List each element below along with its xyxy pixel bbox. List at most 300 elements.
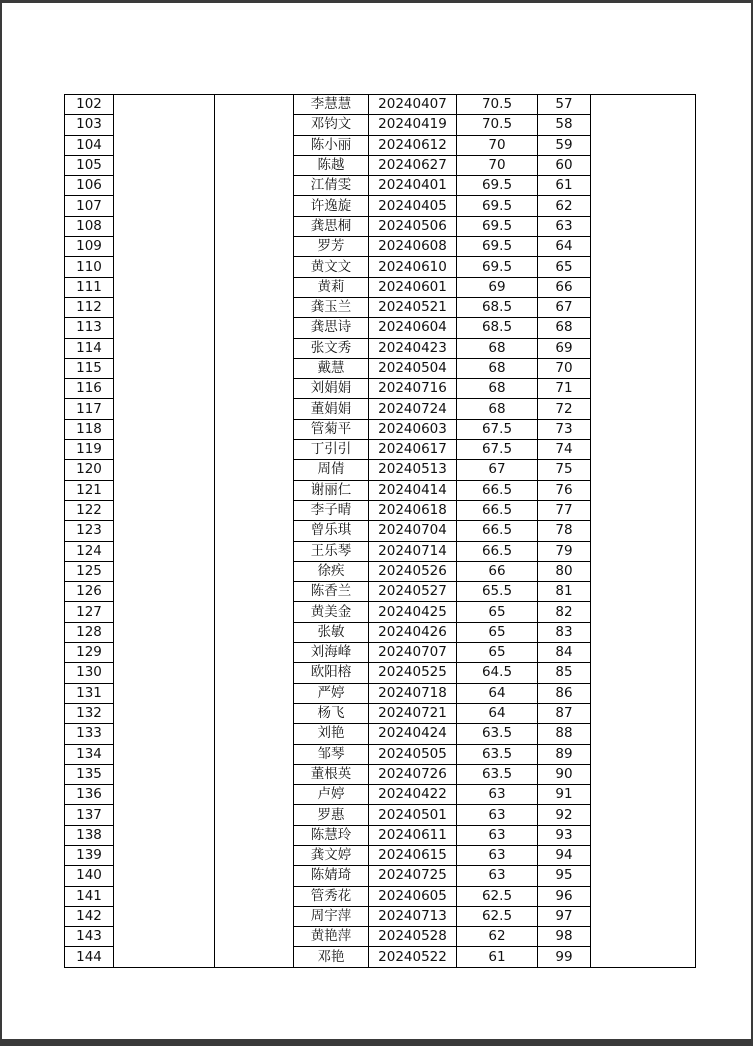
name-cell: 严婷 xyxy=(294,683,369,703)
exam-id-cell: 20240603 xyxy=(369,419,457,439)
blank-cell-a xyxy=(114,521,215,541)
rank-cell: 95 xyxy=(538,866,591,886)
score-cell: 70.5 xyxy=(457,95,538,115)
table-body xyxy=(65,95,696,968)
blank-cell-c xyxy=(591,176,696,196)
name-cell: 许逸旋 xyxy=(294,196,369,216)
exam-id-cell: 20240505 xyxy=(369,744,457,764)
table-row xyxy=(65,744,696,764)
rank-cell: 77 xyxy=(538,500,591,520)
blank-cell-a xyxy=(114,927,215,947)
name-cell: 管菊平 xyxy=(294,419,369,439)
score-cell: 63 xyxy=(457,825,538,845)
name-cell: 李子晴 xyxy=(294,500,369,520)
name-cell: 黄美金 xyxy=(294,602,369,622)
row-number-cell: 108 xyxy=(65,216,114,236)
exam-id-cell: 20240725 xyxy=(369,866,457,886)
row-number-cell: 137 xyxy=(65,805,114,825)
blank-cell-c xyxy=(591,724,696,744)
name-cell: 管秀花 xyxy=(294,886,369,906)
table-row xyxy=(65,318,696,338)
table-row xyxy=(65,602,696,622)
score-cell: 70 xyxy=(457,155,538,175)
rank-cell: 66 xyxy=(538,277,591,297)
rank-cell: 80 xyxy=(538,561,591,581)
blank-cell-b xyxy=(215,845,294,865)
blank-cell-a xyxy=(114,440,215,460)
score-cell: 63.5 xyxy=(457,744,538,764)
score-cell: 70.5 xyxy=(457,115,538,135)
rank-cell: 70 xyxy=(538,358,591,378)
rank-cell: 73 xyxy=(538,419,591,439)
exam-id-cell: 20240506 xyxy=(369,216,457,236)
table-row xyxy=(65,440,696,460)
table-row xyxy=(65,764,696,784)
exam-id-cell: 20240618 xyxy=(369,500,457,520)
blank-cell-b xyxy=(215,541,294,561)
exam-id-cell: 20240504 xyxy=(369,358,457,378)
blank-cell-b xyxy=(215,216,294,236)
blank-cell-a xyxy=(114,358,215,378)
blank-cell-b xyxy=(215,277,294,297)
exam-id-cell: 20240707 xyxy=(369,643,457,663)
row-number-cell: 113 xyxy=(65,318,114,338)
name-cell: 周倩 xyxy=(294,460,369,480)
name-cell: 陈婧琦 xyxy=(294,866,369,886)
row-number-cell: 136 xyxy=(65,785,114,805)
blank-cell-c xyxy=(591,277,696,297)
blank-cell-a xyxy=(114,683,215,703)
row-number-cell: 117 xyxy=(65,399,114,419)
name-cell: 邓钧文 xyxy=(294,115,369,135)
row-number-cell: 129 xyxy=(65,643,114,663)
table-row xyxy=(65,886,696,906)
blank-cell-a xyxy=(114,237,215,257)
rank-cell: 89 xyxy=(538,744,591,764)
name-cell: 刘艳 xyxy=(294,724,369,744)
blank-cell-b xyxy=(215,744,294,764)
rank-cell: 62 xyxy=(538,196,591,216)
name-cell: 卢婷 xyxy=(294,785,369,805)
blank-cell-a xyxy=(114,480,215,500)
name-cell: 龚文婷 xyxy=(294,845,369,865)
rank-cell: 91 xyxy=(538,785,591,805)
table-row xyxy=(65,338,696,358)
blank-cell-c xyxy=(591,845,696,865)
table-row xyxy=(65,399,696,419)
row-number-cell: 135 xyxy=(65,764,114,784)
row-number-cell: 138 xyxy=(65,825,114,845)
rank-cell: 71 xyxy=(538,379,591,399)
exam-id-cell: 20240501 xyxy=(369,805,457,825)
blank-cell-c xyxy=(591,663,696,683)
blank-cell-c xyxy=(591,196,696,216)
name-cell: 王乐琴 xyxy=(294,541,369,561)
table-row xyxy=(65,561,696,581)
row-number-cell: 121 xyxy=(65,480,114,500)
name-cell: 曾乐琪 xyxy=(294,521,369,541)
rank-cell: 85 xyxy=(538,663,591,683)
rank-cell: 82 xyxy=(538,602,591,622)
blank-cell-c xyxy=(591,703,696,723)
row-number-cell: 143 xyxy=(65,927,114,947)
row-number-cell: 133 xyxy=(65,724,114,744)
exam-id-cell: 20240627 xyxy=(369,155,457,175)
exam-id-cell: 20240525 xyxy=(369,663,457,683)
table-row xyxy=(65,379,696,399)
row-number-cell: 130 xyxy=(65,663,114,683)
score-cell: 63 xyxy=(457,845,538,865)
score-cell: 63.5 xyxy=(457,724,538,744)
blank-cell-b xyxy=(215,582,294,602)
rank-cell: 65 xyxy=(538,257,591,277)
name-cell: 张敏 xyxy=(294,622,369,642)
blank-cell-c xyxy=(591,602,696,622)
rank-cell: 58 xyxy=(538,115,591,135)
row-number-cell: 107 xyxy=(65,196,114,216)
row-number-cell: 106 xyxy=(65,176,114,196)
blank-cell-a xyxy=(114,155,215,175)
score-cell: 63 xyxy=(457,785,538,805)
blank-cell-a xyxy=(114,602,215,622)
rank-cell: 76 xyxy=(538,480,591,500)
rank-cell: 68 xyxy=(538,318,591,338)
exam-id-cell: 20240528 xyxy=(369,927,457,947)
blank-cell-b xyxy=(215,622,294,642)
table-row xyxy=(65,216,696,236)
name-cell: 欧阳榕 xyxy=(294,663,369,683)
blank-cell-b xyxy=(215,338,294,358)
blank-cell-b xyxy=(215,703,294,723)
blank-cell-a xyxy=(114,379,215,399)
blank-cell-b xyxy=(215,927,294,947)
score-cell: 65 xyxy=(457,602,538,622)
score-cell: 64 xyxy=(457,683,538,703)
exam-id-cell: 20240405 xyxy=(369,196,457,216)
rank-cell: 92 xyxy=(538,805,591,825)
blank-cell-c xyxy=(591,338,696,358)
score-cell: 62.5 xyxy=(457,906,538,926)
exam-id-cell: 20240713 xyxy=(369,906,457,926)
blank-cell-a xyxy=(114,622,215,642)
score-cell: 66.5 xyxy=(457,480,538,500)
blank-cell-a xyxy=(114,257,215,277)
blank-cell-c xyxy=(591,419,696,439)
blank-cell-b xyxy=(215,358,294,378)
row-number-cell: 141 xyxy=(65,886,114,906)
row-number-cell: 103 xyxy=(65,115,114,135)
table-row xyxy=(65,358,696,378)
table-row xyxy=(65,866,696,886)
blank-cell-b xyxy=(215,643,294,663)
name-cell: 戴慧 xyxy=(294,358,369,378)
table-row xyxy=(65,805,696,825)
table-row xyxy=(65,521,696,541)
blank-cell-c xyxy=(591,825,696,845)
exam-id-cell: 20240617 xyxy=(369,440,457,460)
blank-cell-c xyxy=(591,135,696,155)
name-cell: 张文秀 xyxy=(294,338,369,358)
blank-cell-c xyxy=(591,480,696,500)
rank-cell: 81 xyxy=(538,582,591,602)
score-cell: 65.5 xyxy=(457,582,538,602)
table-row xyxy=(65,845,696,865)
row-number-cell: 131 xyxy=(65,683,114,703)
name-cell: 刘海峰 xyxy=(294,643,369,663)
row-number-cell: 125 xyxy=(65,561,114,581)
exam-id-cell: 20240601 xyxy=(369,277,457,297)
document-page xyxy=(2,3,751,1039)
row-number-cell: 128 xyxy=(65,622,114,642)
blank-cell-a xyxy=(114,500,215,520)
exam-id-cell: 20240401 xyxy=(369,176,457,196)
blank-cell-b xyxy=(215,521,294,541)
score-cell: 69.5 xyxy=(457,176,538,196)
blank-cell-c xyxy=(591,744,696,764)
blank-cell-b xyxy=(215,115,294,135)
blank-cell-a xyxy=(114,297,215,317)
name-cell: 龚玉兰 xyxy=(294,297,369,317)
name-cell: 陈越 xyxy=(294,155,369,175)
table-row xyxy=(65,196,696,216)
blank-cell-b xyxy=(215,886,294,906)
rank-cell: 60 xyxy=(538,155,591,175)
score-cell: 68 xyxy=(457,379,538,399)
blank-cell-a xyxy=(114,541,215,561)
score-cell: 67 xyxy=(457,460,538,480)
score-cell: 61 xyxy=(457,947,538,967)
blank-cell-a xyxy=(114,866,215,886)
exam-id-cell: 20240714 xyxy=(369,541,457,561)
score-cell: 67.5 xyxy=(457,440,538,460)
row-number-cell: 119 xyxy=(65,440,114,460)
row-number-cell: 144 xyxy=(65,947,114,967)
table-row xyxy=(65,683,696,703)
row-number-cell: 139 xyxy=(65,845,114,865)
blank-cell-c xyxy=(591,947,696,967)
blank-cell-c xyxy=(591,906,696,926)
blank-cell-b xyxy=(215,805,294,825)
blank-cell-b xyxy=(215,724,294,744)
row-number-cell: 102 xyxy=(65,95,114,115)
score-cell: 66.5 xyxy=(457,541,538,561)
exam-id-cell: 20240422 xyxy=(369,785,457,805)
blank-cell-c xyxy=(591,764,696,784)
row-number-cell: 127 xyxy=(65,602,114,622)
blank-cell-a xyxy=(114,338,215,358)
blank-cell-b xyxy=(215,155,294,175)
rank-cell: 59 xyxy=(538,135,591,155)
exam-id-cell: 20240721 xyxy=(369,703,457,723)
blank-cell-a xyxy=(114,115,215,135)
score-cell: 66.5 xyxy=(457,500,538,520)
rank-cell: 88 xyxy=(538,724,591,744)
blank-cell-b xyxy=(215,764,294,784)
blank-cell-a xyxy=(114,399,215,419)
score-cell: 66.5 xyxy=(457,521,538,541)
table-row xyxy=(65,297,696,317)
score-cell: 63 xyxy=(457,805,538,825)
exam-id-cell: 20240610 xyxy=(369,257,457,277)
name-cell: 罗芳 xyxy=(294,237,369,257)
blank-cell-a xyxy=(114,460,215,480)
exam-id-cell: 20240424 xyxy=(369,724,457,744)
score-cell: 70 xyxy=(457,135,538,155)
blank-cell-b xyxy=(215,176,294,196)
blank-cell-a xyxy=(114,582,215,602)
rank-cell: 63 xyxy=(538,216,591,236)
rank-cell: 75 xyxy=(538,460,591,480)
blank-cell-b xyxy=(215,379,294,399)
table-row xyxy=(65,135,696,155)
score-cell: 69 xyxy=(457,277,538,297)
table-row xyxy=(65,825,696,845)
blank-cell-c xyxy=(591,541,696,561)
blank-cell-c xyxy=(591,358,696,378)
row-number-cell: 112 xyxy=(65,297,114,317)
exam-id-cell: 20240718 xyxy=(369,683,457,703)
blank-cell-c xyxy=(591,886,696,906)
blank-cell-a xyxy=(114,906,215,926)
blank-cell-c xyxy=(591,521,696,541)
row-number-cell: 120 xyxy=(65,460,114,480)
blank-cell-a xyxy=(114,947,215,967)
name-cell: 刘娟娟 xyxy=(294,379,369,399)
blank-cell-c xyxy=(591,440,696,460)
name-cell: 黄文文 xyxy=(294,257,369,277)
score-cell: 68.5 xyxy=(457,297,538,317)
blank-cell-b xyxy=(215,825,294,845)
blank-cell-c xyxy=(591,622,696,642)
rank-cell: 79 xyxy=(538,541,591,561)
blank-cell-b xyxy=(215,196,294,216)
blank-cell-c xyxy=(591,155,696,175)
name-cell: 龚思桐 xyxy=(294,216,369,236)
name-cell: 龚思诗 xyxy=(294,318,369,338)
exam-id-cell: 20240605 xyxy=(369,886,457,906)
exam-id-cell: 20240527 xyxy=(369,582,457,602)
table-row xyxy=(65,419,696,439)
exam-id-cell: 20240604 xyxy=(369,318,457,338)
blank-cell-b xyxy=(215,460,294,480)
blank-cell-c xyxy=(591,805,696,825)
row-number-cell: 126 xyxy=(65,582,114,602)
blank-cell-c xyxy=(591,582,696,602)
exam-id-cell: 20240522 xyxy=(369,947,457,967)
rank-cell: 69 xyxy=(538,338,591,358)
row-number-cell: 110 xyxy=(65,257,114,277)
table-row xyxy=(65,947,696,967)
exam-id-cell: 20240423 xyxy=(369,338,457,358)
blank-cell-c xyxy=(591,927,696,947)
blank-cell-c xyxy=(591,866,696,886)
score-cell: 66 xyxy=(457,561,538,581)
rank-cell: 98 xyxy=(538,927,591,947)
exam-id-cell: 20240615 xyxy=(369,845,457,865)
rank-cell: 72 xyxy=(538,399,591,419)
name-cell: 陈小丽 xyxy=(294,135,369,155)
score-cell: 69.5 xyxy=(457,237,538,257)
row-number-cell: 124 xyxy=(65,541,114,561)
score-cell: 63 xyxy=(457,866,538,886)
blank-cell-b xyxy=(215,906,294,926)
score-cell: 68 xyxy=(457,399,538,419)
row-number-cell: 132 xyxy=(65,703,114,723)
name-cell: 杨飞 xyxy=(294,703,369,723)
blank-cell-b xyxy=(215,95,294,115)
row-number-cell: 111 xyxy=(65,277,114,297)
table-row xyxy=(65,927,696,947)
score-cell: 62 xyxy=(457,927,538,947)
blank-cell-a xyxy=(114,805,215,825)
name-cell: 江倩雯 xyxy=(294,176,369,196)
exam-id-cell: 20240513 xyxy=(369,460,457,480)
blank-cell-c xyxy=(591,785,696,805)
score-cell: 69.5 xyxy=(457,216,538,236)
blank-cell-a xyxy=(114,825,215,845)
table-row xyxy=(65,95,696,115)
row-number-cell: 116 xyxy=(65,379,114,399)
blank-cell-b xyxy=(215,318,294,338)
exam-id-cell: 20240716 xyxy=(369,379,457,399)
rank-cell: 86 xyxy=(538,683,591,703)
rank-cell: 90 xyxy=(538,764,591,784)
score-cell: 62.5 xyxy=(457,886,538,906)
blank-cell-b xyxy=(215,237,294,257)
rank-cell: 94 xyxy=(538,845,591,865)
score-cell: 63.5 xyxy=(457,764,538,784)
blank-cell-c xyxy=(591,237,696,257)
blank-cell-c xyxy=(591,460,696,480)
blank-cell-b xyxy=(215,297,294,317)
row-number-cell: 123 xyxy=(65,521,114,541)
blank-cell-a xyxy=(114,663,215,683)
row-number-cell: 122 xyxy=(65,500,114,520)
table-row xyxy=(65,155,696,175)
blank-cell-b xyxy=(215,785,294,805)
table-row xyxy=(65,663,696,683)
row-number-cell: 105 xyxy=(65,155,114,175)
table-row xyxy=(65,724,696,744)
name-cell: 陈慧玲 xyxy=(294,825,369,845)
table-row xyxy=(65,582,696,602)
table-row xyxy=(65,906,696,926)
rank-cell: 64 xyxy=(538,237,591,257)
name-cell: 董娟娟 xyxy=(294,399,369,419)
blank-cell-a xyxy=(114,561,215,581)
rank-cell: 83 xyxy=(538,622,591,642)
name-cell: 陈香兰 xyxy=(294,582,369,602)
table-row xyxy=(65,785,696,805)
blank-cell-c xyxy=(591,500,696,520)
row-number-cell: 109 xyxy=(65,237,114,257)
table-row xyxy=(65,480,696,500)
blank-cell-b xyxy=(215,500,294,520)
exam-id-cell: 20240426 xyxy=(369,622,457,642)
name-cell: 黄莉 xyxy=(294,277,369,297)
blank-cell-c xyxy=(591,643,696,663)
score-cell: 68.5 xyxy=(457,318,538,338)
exam-id-cell: 20240612 xyxy=(369,135,457,155)
blank-cell-a xyxy=(114,318,215,338)
rank-cell: 93 xyxy=(538,825,591,845)
table-row xyxy=(65,500,696,520)
blank-cell-c xyxy=(591,95,696,115)
row-number-cell: 115 xyxy=(65,358,114,378)
blank-cell-c xyxy=(591,379,696,399)
exam-id-cell: 20240414 xyxy=(369,480,457,500)
blank-cell-a xyxy=(114,764,215,784)
